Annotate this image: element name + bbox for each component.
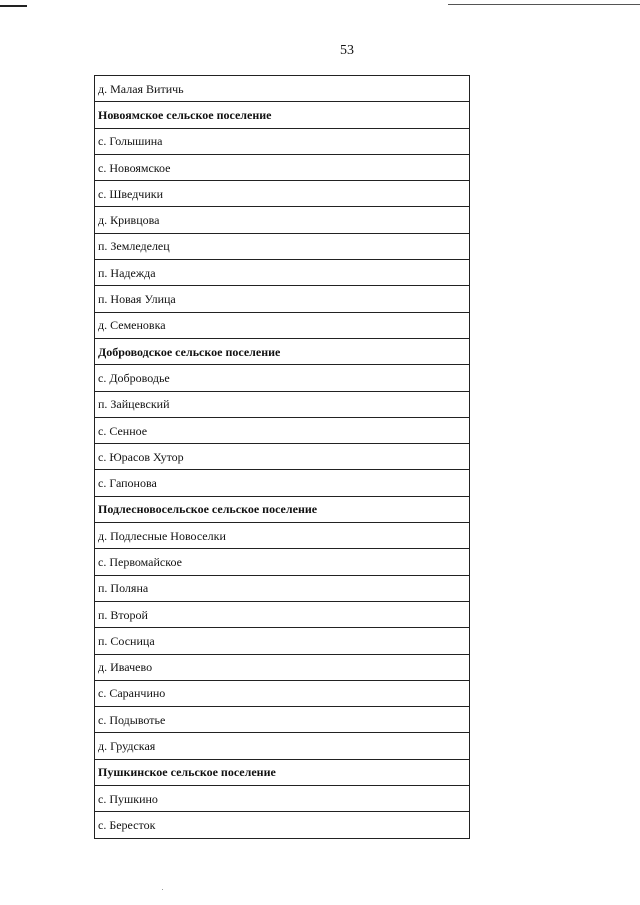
table-row — [95, 365, 470, 391]
settlement-cell: с. Бересток — [95, 812, 470, 838]
settlement-cell: д. Ивачево — [95, 654, 470, 680]
table-row — [95, 76, 470, 102]
settlement-cell: с. Гапонова — [95, 470, 470, 496]
table-row — [95, 286, 470, 312]
table-row — [95, 391, 470, 417]
table-row — [95, 233, 470, 259]
settlement-cell: п. Сосница — [95, 628, 470, 654]
settlement-cell: п. Земледелец — [95, 233, 470, 259]
top-left-scan-line — [0, 5, 27, 7]
settlement-cell: п. Надежда — [95, 260, 470, 286]
settlement-cell: п. Новая Улица — [95, 286, 470, 312]
table-row — [95, 207, 470, 233]
table-row — [95, 417, 470, 443]
settlement-cell: с. Новоямское — [95, 154, 470, 180]
table-row — [95, 549, 470, 575]
settlement-cell: с. Подывотье — [95, 707, 470, 733]
settlement-cell: д. Малая Витичь — [95, 76, 470, 102]
table-row — [95, 575, 470, 601]
top-right-scan-line — [448, 4, 640, 5]
table-row — [95, 601, 470, 627]
table-row — [95, 680, 470, 706]
table-row — [95, 628, 470, 654]
section-header-cell: Пушкинское сельское поселение — [95, 759, 470, 785]
table-row — [95, 128, 470, 154]
settlements-table — [94, 75, 470, 839]
section-header-row — [95, 338, 470, 364]
settlement-cell: с. Пушкино — [95, 786, 470, 812]
settlement-cell: с. Юрасов Хутор — [95, 444, 470, 470]
table-row — [95, 470, 470, 496]
table-row — [95, 181, 470, 207]
table-row — [95, 812, 470, 838]
scan-speck — [162, 889, 163, 890]
table-row — [95, 312, 470, 338]
settlement-cell: с. Доброводье — [95, 365, 470, 391]
settlement-cell: с. Саранчино — [95, 680, 470, 706]
section-header-row — [95, 496, 470, 522]
page-number: 53 — [340, 43, 354, 58]
section-header-row — [95, 102, 470, 128]
settlement-cell: д. Подлесные Новоселки — [95, 523, 470, 549]
section-header-row — [95, 759, 470, 785]
settlement-cell: п. Поляна — [95, 575, 470, 601]
settlement-cell: п. Зайцевский — [95, 391, 470, 417]
table-row — [95, 654, 470, 680]
table-row — [95, 154, 470, 180]
settlements-table-body — [95, 76, 470, 839]
table-row — [95, 523, 470, 549]
settlement-cell: п. Второй — [95, 601, 470, 627]
table-row — [95, 707, 470, 733]
section-header-cell: Доброводское сельское поселение — [95, 338, 470, 364]
settlement-cell: д. Семеновка — [95, 312, 470, 338]
table-row — [95, 786, 470, 812]
settlement-cell: с. Первомайское — [95, 549, 470, 575]
settlement-cell: д. Грудская — [95, 733, 470, 759]
table-row — [95, 733, 470, 759]
settlement-cell: с. Шведчики — [95, 181, 470, 207]
settlement-cell: с. Голышина — [95, 128, 470, 154]
settlement-cell: с. Сенное — [95, 417, 470, 443]
section-header-cell: Подлесновосельское сельское поселение — [95, 496, 470, 522]
table-row — [95, 260, 470, 286]
table-row — [95, 444, 470, 470]
section-header-cell: Новоямское сельское поселение — [95, 102, 470, 128]
settlement-cell: д. Кривцова — [95, 207, 470, 233]
